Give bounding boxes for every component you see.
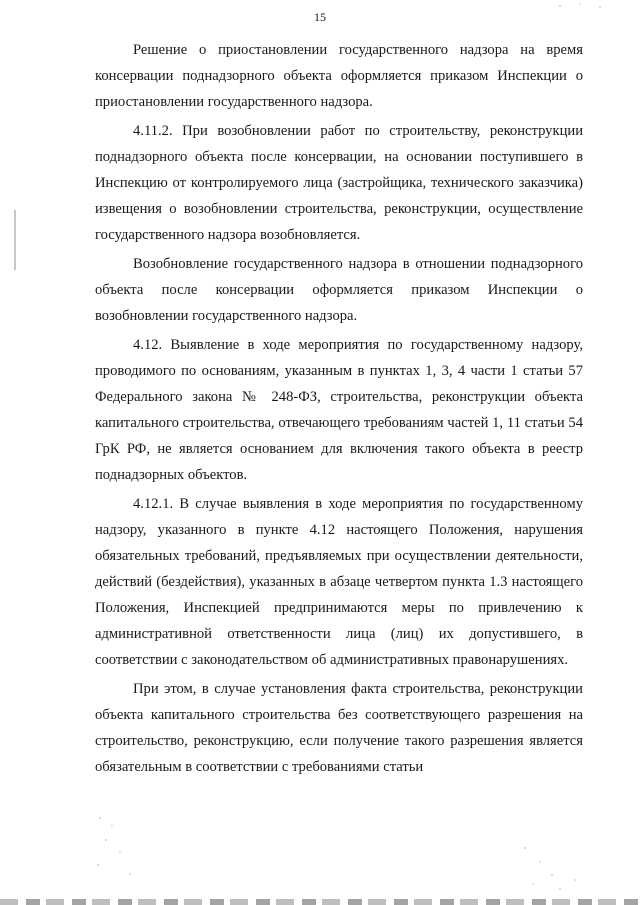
paragraph-4-12: 4.12. Выявление в ходе мероприятия по государственному надзору, проводимого по основаниям, указанным в пунктах 1, 3, 4 части 1 статьи 57 Федерального закона № 248-ФЗ, строительства, реконструкции объекта капитального строительства, отвечающего требованиям частей 1, 11 статьи 54 ГрК РФ, не является основанием для включения такого объекта в реестр поднадзорных объектов.: [95, 337, 583, 483]
paragraph-4-11-2: 4.11.2. При возобновлении работ по строительству, реконструкции поднадзорного объекта после консервации, на основании поступившего в Инспекцию от контролируемого лица (застройщика, технического заказчика) извещения о возобновлении строительства, реконструкции, осуществление государственного надзора возобновляется.: [95, 123, 583, 243]
page-number: 15: [314, 10, 326, 24]
scan-bottom-band: [0, 899, 640, 905]
scan-margin-mark: [14, 210, 16, 270]
paragraph-resumption-order: Возобновление государственного надзора в отношении поднадзорного объекта после консервации оформляется приказом Инспекции о возобновлении государственного надзора.: [95, 256, 583, 324]
paragraph-4-12-1: 4.12.1. В случае выявления в ходе мероприятия по государственному надзору, указанного в пункте 4.12 настоящего Положения, нарушения обязательных требований, предъявляемых при осуществлении деятельности, действий (бездействия), указанных в абзаце четвертом пункта 1.3 настоящего Положения, Инспекцией предпринимаются меры по привлечению к административной ответственности лица (лиц) их допустившего, в соответствии с законодательством об административных правонарушениях.: [95, 496, 583, 668]
document-body: [95, 37, 583, 783]
paragraph-suspension-order: Решение о приостановлении государственного надзора на время консервации поднадзорного объекта оформляется приказом Инспекции о приостановлении государственного надзора.: [95, 42, 583, 110]
paragraph-however: При этом, в случае установления факта строительства, реконструкции объекта капитального строительства без соответствующего разрешения на строительство, реконструкцию, если получение такого разрешения является обязательным в соответствии с требованиями статьи: [95, 681, 583, 775]
